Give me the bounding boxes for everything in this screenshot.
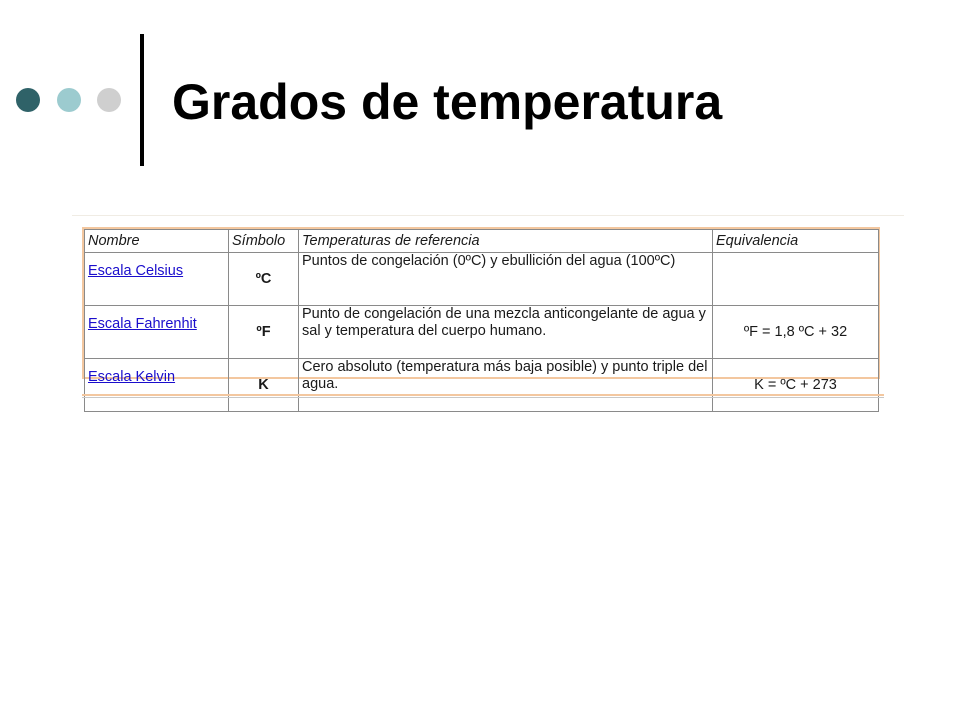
bullet-dot-light [57, 88, 81, 112]
kelvin-scale-link[interactable]: Escala Kelvin [88, 369, 176, 385]
symbol-cell: ºF [229, 306, 299, 359]
reference-cell: Cero absoluto (temperatura más baja posible) y punto triple del agua. [299, 359, 713, 412]
fahrenheit-scale-link[interactable]: Escala Fahrenhit [88, 316, 197, 332]
header-equivalence: Equivalencia [713, 230, 879, 253]
slide-title: Grados de temperatura [172, 74, 723, 130]
symbol-cell: ºC [229, 253, 299, 306]
bottom-divider-shadow [82, 397, 884, 398]
temperature-table-frame [82, 227, 880, 393]
equivalence-cell: ºF = 1,8 ºC + 32 [713, 306, 879, 359]
bottom-divider-line [82, 394, 884, 396]
bullet-dot-gray [97, 88, 121, 112]
symbol-cell: K [229, 359, 299, 412]
equivalence-cell [713, 253, 879, 306]
header-symbol: Símbolo [229, 230, 299, 253]
header-name: Nombre [85, 230, 229, 253]
table-row [85, 253, 879, 306]
table-header-row [85, 230, 879, 253]
table-row [85, 359, 879, 412]
celsius-scale-link[interactable]: Escala Celsius [88, 263, 184, 279]
top-divider-line [72, 215, 904, 216]
equivalence-cell: K = ºC + 273 [713, 359, 879, 412]
reference-cell: Puntos de congelación (0ºC) y ebullición del agua (100ºC) [299, 253, 713, 306]
scale-name-cell [85, 253, 229, 306]
header-reference: Temperaturas de referencia [299, 230, 713, 253]
temperature-table [84, 229, 879, 412]
scale-name-cell [85, 359, 229, 412]
bullet-dot-dark [16, 88, 40, 112]
table-row [85, 306, 879, 359]
scale-name-cell [85, 306, 229, 359]
reference-cell: Punto de congelación de una mezcla anticongelante de agua y sal y temperatura del cuerpo humano. [299, 306, 713, 359]
title-divider [140, 34, 144, 166]
